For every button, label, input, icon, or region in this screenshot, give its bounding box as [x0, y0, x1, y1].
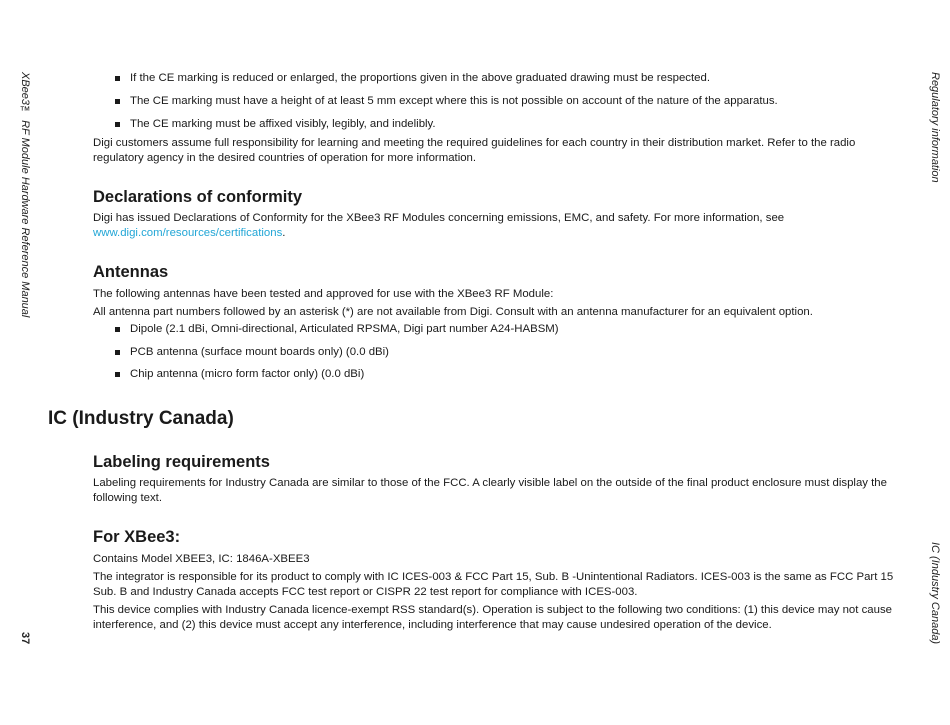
- bullet-icon: [115, 327, 120, 332]
- ce-bullet-text: The CE marking must be affixed visibly, legibly, and indelibly.: [130, 118, 436, 130]
- integrator-paragraph: The integrator is responsible for its product to comply with IC ICES-003 & FCC Part 15, Sub. B -Unintentional Radiators. ICES-003 is the same as FCC Part 15 Sub. B and Industry Canada accepts FCC test report or CISPR 22 test report for compliance with ICES-003.: [93, 571, 894, 598]
- page-number: 37: [19, 632, 31, 645]
- declarations-heading: Declarations of conformity: [93, 188, 303, 206]
- bullet-icon: [115, 372, 120, 377]
- ce-bullet-text: If the CE marking is reduced or enlarged, the proportions given in the above graduated drawing must be respected.: [130, 72, 710, 84]
- antenna-item: [115, 322, 905, 337]
- bullet-icon: [115, 350, 120, 355]
- antenna-item-text: Chip antenna (micro form factor only) (0.0 dBi): [130, 368, 365, 380]
- antenna-item-text: Dipole (2.1 dBi, Omni-directional, Articulated RPSMA, Digi part number A24-HABSM): [130, 323, 559, 335]
- antenna-item: [115, 367, 905, 382]
- declarations-paragraph: [93, 211, 905, 241]
- antenna-item: [115, 345, 905, 360]
- ce-bullet: [115, 71, 905, 86]
- xbee3-heading: For XBee3:: [93, 528, 181, 546]
- antenna-item-text: PCB antenna (surface mount boards only) (0.0 dBi): [130, 346, 389, 358]
- bullet-icon: [115, 99, 120, 104]
- digi-customers-paragraph: Digi customers assume full responsibility for learning and meeting the required guidelines for each country in their distribution market. Refer to the radio regulatory agency in the desired countries of operation for more information.: [93, 137, 856, 164]
- labeling-heading: Labeling requirements: [93, 453, 270, 471]
- manual-title: XBee3™ RF Module Hardware Reference Manual: [19, 72, 31, 318]
- ic-heading: IC (Industry Canada): [48, 408, 234, 429]
- antennas-heading: Antennas: [93, 263, 169, 281]
- declarations-text: Digi has issued Declarations of Conformity for the XBee3 RF Modules concerning emissions, EMC, and safety. For more information, see: [93, 212, 785, 224]
- bullet-icon: [115, 122, 120, 127]
- compliance-paragraph: This device complies with Industry Canada licence-exempt RSS standard(s). Operation is subject to the following two conditions: (1) this device may not cause interference, and (2) this device must accept any interference, including interference that may cause undesired operation of the device.: [93, 604, 892, 631]
- ce-bullet: [115, 94, 905, 109]
- ce-bullet-text: The CE marking must have a height of at least 5 mm except where this is not possible on account of the nature of the apparatus.: [130, 95, 778, 107]
- chapter-title: Regulatory information: [929, 72, 941, 183]
- bullet-icon: [115, 76, 120, 81]
- xbee3-model: Contains Model XBEE3, IC: 1846A-XBEE3: [93, 553, 310, 565]
- section-title: IC (Industry Canada): [929, 542, 941, 645]
- labeling-paragraph: Labeling requirements for Industry Canada are similar to those of the FCC. A clearly visible label on the outside of the final product enclosure must display the following text.: [93, 477, 887, 504]
- antennas-intro: The following antennas have been tested and approved for use with the XBee3 RF Module:: [93, 288, 554, 300]
- ce-bullet: [115, 117, 905, 132]
- certifications-link[interactable]: www.digi.com/resources/certifications: [93, 227, 283, 239]
- antennas-note: All antenna part numbers followed by an asterisk (*) are not available from Digi. Consult with an antenna manufacturer for an equivalent option.: [93, 306, 813, 318]
- declarations-period: .: [282, 227, 286, 239]
